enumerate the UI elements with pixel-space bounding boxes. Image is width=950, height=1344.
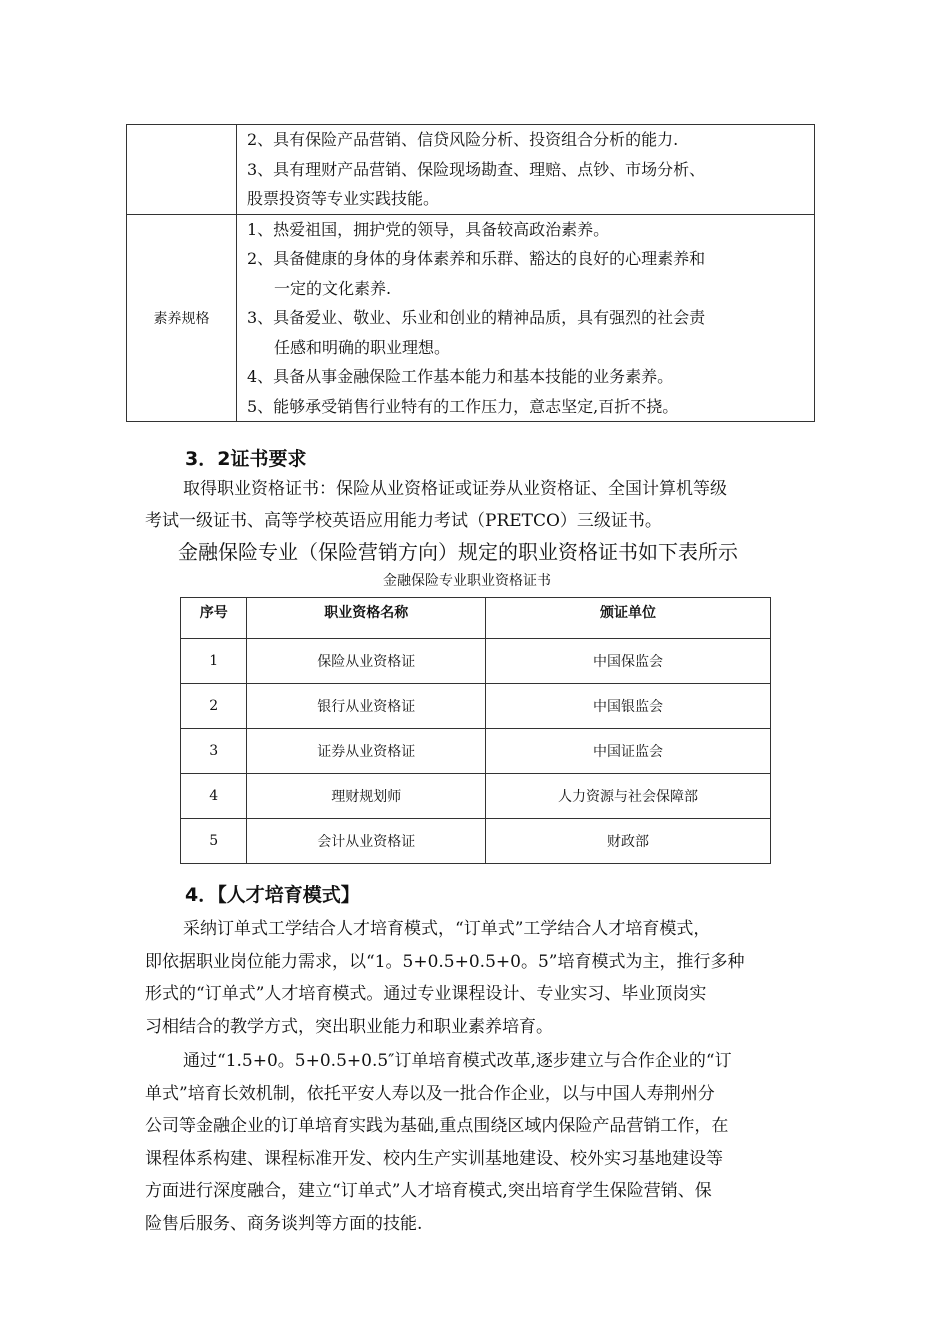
quality-line: 一定的文化素养. [274,278,392,298]
paragraph-line: 通过“1.5+0。5+0.5+0.5″订单培育模式改革,逐步建立与合作企业的“订 [183,1051,732,1071]
paragraph-line: 取得职业资格证书：保险从业资格证或证券从业资格证、全国计算机等级 [183,479,727,499]
quality-label: 素养规格 [127,214,237,422]
cell-issuer: 中国银监会 [485,684,770,729]
table-header-row [181,598,771,639]
paragraph-line: 形式的“订单式”人才培育模式。通过专业课程设计、专业实习、毕业顶岗实 [145,984,707,1004]
table-row [181,639,771,684]
ability-content-cell [237,125,815,215]
quality-line: 3、具备爱业、敬业、乐业和创业的精神品质，具有强烈的社会责 [247,308,706,327]
quality-line: 1、热爱祖国，拥护党的领导，具备较高政治素养。 [247,219,610,239]
cell-index: 2 [181,684,247,729]
ability-line: 3、具有理财产品营销、保险现场勘查、理赔、点钞、市场分析、 [247,159,706,179]
cell-name: 保险从业资格证 [247,639,486,684]
table-row [181,819,771,864]
ability-label-cell [127,125,237,215]
quality-line: 4、具备从事金融保险工作基本能力和基本技能的业务素养。 [247,367,674,386]
quality-row [127,214,815,422]
ability-line: 股票投资等专业实践技能。 [247,189,440,208]
table-row [181,774,771,819]
header-name: 职业资格名称 [247,598,486,639]
cell-name: 会计从业资格证 [247,819,486,864]
ability-line: 2、具有保险产品营销、信贷风险分析、投资组合分析的能力. [247,130,679,149]
quality-line: 任感和明确的职业理想。 [274,337,451,357]
paragraph-line: 习相结合的教学方式，突出职业能力和职业素养培育。 [145,1016,553,1037]
ability-row [127,125,815,215]
table-caption: 金融保险专业职业资格证书 [383,573,551,589]
cell-issuer: 人力资源与社会保障部 [485,774,770,819]
header-index: 序号 [181,598,247,639]
cell-issuer: 财政部 [485,819,770,864]
quality-line: 5、能够承受销售行业特有的工作压力，意志坚定,百折不挠。 [247,396,679,416]
paragraph-line: 方面进行深度融合，建立“订单式”人才培育模式,突出培育学生保险营销、保 [145,1181,712,1201]
quality-line: 2、具备健康的身体的身体素养和乐群、豁达的良好的心理素养和 [247,249,706,268]
specification-table [126,124,815,422]
table-row [181,684,771,729]
section-4-heading: 4．【人才培育模式】 [185,884,360,906]
paragraph-line: 单式”培育长效机制，依托平安人寿以及一批合作企业，以与中国人寿荆州分 [145,1083,715,1104]
cell-issuer: 中国证监会 [485,729,770,774]
quality-content-cell [237,214,815,422]
certificate-table [180,597,771,864]
section-3-2-heading: 3．2证书要求 [185,448,307,470]
cell-index: 1 [181,639,247,684]
paragraph-line: 采纳订单式工学结合人才培育模式，“订单式”工学结合人才培育模式， [183,919,711,939]
header-issuer: 颁证单位 [485,598,770,639]
table-intro-line: 金融保险专业（保险营销方向）规定的职业资格证书如下表所示 [178,540,738,564]
cell-index: 3 [181,729,247,774]
paragraph-line: 课程体系构建、课程标准开发、校内生产实训基地建设、校外实习基地建设等 [145,1148,723,1169]
paragraph-line: 考试一级证书、高等学校英语应用能力考试（PRETCO）三级证书。 [145,511,662,531]
cell-name: 银行从业资格证 [247,684,486,729]
cell-index: 4 [181,774,247,819]
section-4-paragraph-2 [145,1045,732,1240]
paragraph-line: 即依据职业岗位能力需求，以“1。5+0.5+0.5+0。5”培育模式为主，推行多种 [145,951,745,972]
paragraph-line: 公司等金融企业的订单培育实践为基础,重点围绕区域内保险产品营销工作，在 [145,1116,729,1136]
cell-name: 理财规划师 [247,774,486,819]
section-4-paragraph-1 [145,913,744,1043]
cell-issuer: 中国保监会 [485,639,770,684]
cell-name: 证券从业资格证 [247,729,486,774]
cell-index: 5 [181,819,247,864]
table-row [181,729,771,774]
paragraph-line: 险售后服务、商务谈判等方面的技能. [145,1213,423,1234]
